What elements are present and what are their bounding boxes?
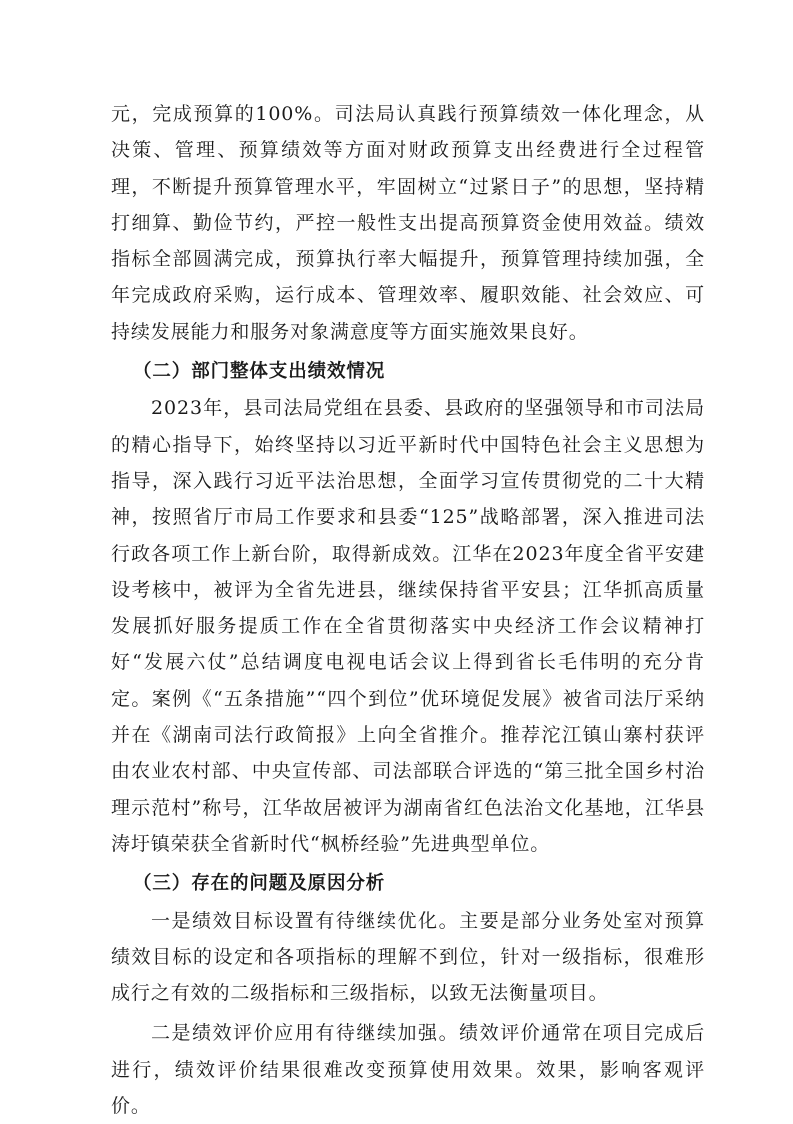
document-body bbox=[111, 96, 705, 1124]
paragraph-problem-two: 二是绩效评价应用有待继续加强。绩效评价通常在项目完成后进行，绩效评价结果很难改变预算使用效果。效果，影响客观评价。 bbox=[111, 1022, 705, 1118]
paragraph-overall-performance: 2023年，县司法局党组在县委、县政府的坚强领导和市司法局的精心指导下，始终坚持以习近平新时代中国特色社会主义思想为指导，深入践行习近平法治思想，全面学习宣传贯彻党的二十大精神，按照省厅市局工作要求和县委“125”战略部署，深入推进司法行政各项工作上新台阶，取得新成效。江华在2023年度全省平安建设考核中，被评为全省先进县，继续保持省平安县；江华抓高质量发展抓好服务提质工作在全省贯彻落实中央经济工作会议精神打好“发展六仗”总结调度电视电话会议上得到省长毛伟明的充分肯定。案例《“五条措施”“四个到位”优环境促发展》被省司法厅采纳并在《湖南司法行政简报》上向全省推介。推荐沱江镇山寨村获评由农业农村部、中央宣传部、司法部联合评选的“第三批全国乡村治理示范村”称号，江华故居被评为湖南省红色法治文化基地，江华县涛圩镇荣获全省新时代“枫桥经验”先进典型单位。 bbox=[111, 397, 705, 855]
section-heading-problems: （三）存在的问题及原因分析 bbox=[133, 873, 386, 895]
paragraph-budget-summary: 元，完成预算的100%。司法局认真践行预算绩效一体化理念，从决策、管理、预算绩效等方面对财政预算支出经费进行全过程管理，不断提升预算管理水平，牢固树立“过紧日子”的思想，坚持精打细算、勤俭节约，严控一般性支出提高预算资金使用效益。绩效指标全部圆满完成，预算执行率大幅提升，预算管理持续加强，全年完成政府采购，运行成本、管理效率、履职效能、社会效应、可持续发展能力和服务对象满意度等方面实施效果良好。 bbox=[111, 103, 705, 343]
section-heading-overall-performance: （二）部门整体支出绩效情况 bbox=[133, 361, 386, 383]
paragraph-problem-one: 一是绩效目标设置有待继续优化。主要是部分业务处室对预算绩效目标的设定和各项指标的理解不到位，针对一级指标，很难形成行之有效的二级指标和三级指标，以致无法衡量项目。 bbox=[111, 909, 705, 1005]
